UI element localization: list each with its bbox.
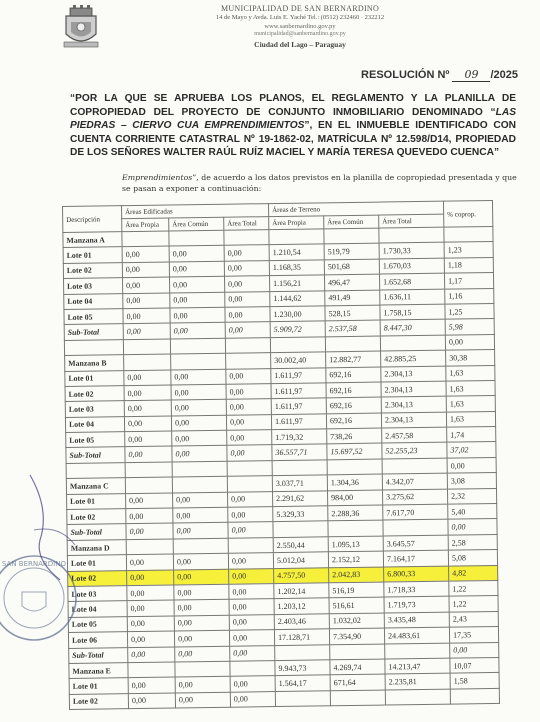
cell-terr-propia: 1.156,21 [269,275,324,291]
row-description: Lote 01 [69,678,128,694]
cell-terr-propia: 1.144,62 [270,290,325,306]
row-description: Lote 03 [65,401,124,417]
cell-terr-comun [330,644,385,660]
cell-pct-coprop: 5,40 [448,503,497,519]
cell-terr-total: 2.235,81 [385,673,450,689]
cell-terr-comun: 1.095,13 [328,536,383,552]
cell-terr-total: 14.213,47 [385,658,450,674]
cell-pct-coprop: 0,00 [447,457,496,473]
row-description: Lote 05 [64,309,123,325]
cell-edif-total: 0,00 [225,322,270,338]
row-description [64,339,123,355]
cell-terr-comun: 692,16 [326,397,381,413]
cell-edif-total: 0,00 [226,399,271,415]
cell-edif-total: 0,00 [225,307,270,323]
cell-edif-total [224,230,269,246]
cell-pct-coprop [444,226,493,242]
cell-edif-propia: 0,00 [126,493,173,509]
cell-edif-total: 0,00 [226,368,271,384]
row-description: Lote 01 [63,247,122,263]
cell-terr-total: 7.617,70 [383,504,448,520]
cell-terr-total: 1.670,03 [379,258,444,274]
cell-terr-propia [272,460,327,476]
cell-edif-total: 0,00 [230,691,275,707]
cell-pct-coprop: 1,63 [446,411,495,427]
cell-pct-coprop: 2,58 [448,534,497,550]
letterhead-org: MUNICIPALIDAD DE SAN BERNARDINO [220,4,380,13]
cell-terr-comun: 738,26 [327,428,382,444]
cell-pct-coprop: 2,43 [449,611,498,627]
cell-terr-propia: 1.168,35 [269,260,324,276]
cell-edif-total: 0,00 [228,553,273,569]
cell-pct-coprop: 5,98 [445,319,494,335]
cell-terr-total: 2.304,13 [381,396,446,412]
cell-terr-comun: 671,64 [330,674,385,690]
cell-terr-total: 1.758,15 [380,304,445,320]
cell-terr-propia [270,337,325,353]
cell-terr-comun: 491,49 [325,290,380,306]
cell-edif-propia: 0,00 [123,293,170,309]
cell-terr-comun: 984,00 [327,490,382,506]
header-terr-propia: Área Propia [269,216,324,230]
cell-edif-propia: 0,00 [127,585,174,601]
resolution-number [361,68,518,82]
cell-terr-total: 2.457,58 [382,427,447,443]
cell-terr-propia: 1.719,32 [272,429,327,445]
row-description: Lote 05 [68,616,127,632]
cell-terr-total: 1.718,33 [384,581,449,597]
cell-terr-propia: 5.012,04 [273,552,328,568]
cell-pct-coprop: 1,63 [446,380,495,396]
row-description: Lote 02 [68,570,127,586]
cell-edif-comun [170,338,225,354]
resolution-num: 09 [452,68,490,82]
cell-terr-total: 24.483,61 [384,627,449,643]
cell-terr-comun: 1.032,02 [329,613,384,629]
cell-terr-total: 52.255,23 [382,443,447,459]
cell-terr-propia [275,691,330,707]
cell-edif-total: 0,00 [224,245,269,261]
cell-edif-total: 0,00 [228,507,273,523]
cell-terr-total: 1.730,33 [379,243,444,259]
cell-terr-total: 3.275,62 [382,489,447,505]
cell-pct-coprop: 1,25 [445,303,494,319]
cell-terr-total: 42.885,25 [381,350,446,366]
cell-terr-comun: 12.882,77 [326,351,381,367]
cell-edif-propia: 0,00 [126,508,173,524]
title-part1: “POR LA QUE SE APRUEBA LOS PLANOS, EL REGLAMENTO Y LA PLANILLA DE COPROPIEDAD DEL PROYECTO DE CONJUNTO INMOBILIARIO DENOMINADO “ [70,93,516,118]
row-description: Lote 03 [68,586,127,602]
cell-terr-propia: 2.291,62 [273,490,328,506]
cell-terr-comun: 15.697,52 [327,444,382,460]
cell-terr-propia: 4.757,50 [274,567,329,583]
cell-terr-total [379,227,444,243]
letterhead-city: Ciudad del Lago – Paraguay [254,40,346,49]
row-description: Manzana A [63,232,122,248]
row-description: Manzana D [67,539,126,555]
cell-edif-propia [124,354,171,370]
cell-terr-total: 1.719,73 [384,597,449,613]
cell-terr-total [382,458,447,474]
cell-terr-total: 1.652,68 [379,273,444,289]
svg-text:SAN BERNARDINO: SAN BERNARDINO [1,560,67,568]
cell-edif-propia: 0,00 [124,370,171,386]
cell-terr-comun: 1.304,36 [327,474,382,490]
row-description: Manzana E [69,663,128,679]
row-description: Sub-Total [64,324,123,340]
cell-terr-comun: 2.537,58 [325,320,380,336]
row-description: Lote 06 [68,632,127,648]
handwritten-signature [20,470,90,590]
cell-terr-propia [269,229,324,245]
cell-edif-propia: 0,00 [124,400,171,416]
letterhead-address: 14 de Mayo y Avda. Luis E. Yaché Tel.: (0512) 232460 · 232212 [215,14,385,21]
cell-edif-propia [125,477,172,493]
row-description: Lote 02 [67,509,126,525]
cell-terr-total: 2.304,13 [381,366,446,382]
cell-terr-comun: 528,15 [325,305,380,321]
cell-edif-comun [173,538,228,554]
cell-edif-propia: 0,00 [123,308,170,324]
row-description: Lote 01 [67,493,126,509]
cell-terr-total: 2.304,13 [381,412,446,428]
cell-edif-total: 0,00 [229,599,274,615]
cell-edif-total: 0,00 [227,445,272,461]
cell-terr-comun [328,520,383,536]
cell-terr-comun: 692,16 [326,382,381,398]
cell-edif-total: 0,00 [229,630,274,646]
cell-pct-coprop: 0,00 [450,642,499,658]
row-description: Lote 01 [65,370,124,386]
cell-terr-propia: 17.128,71 [274,629,329,645]
cell-terr-comun: 496,47 [324,274,379,290]
cell-terr-total: 3.645,57 [383,535,448,551]
cell-terr-propia: 2.403,46 [274,614,329,630]
cell-edif-propia: 0,00 [122,262,169,278]
row-description: Lote 05 [66,432,125,448]
cell-edif-propia: 0,00 [126,523,173,539]
cell-edif-total: 0,00 [227,430,272,446]
cell-edif-total: 0,00 [226,384,271,400]
cell-terr-propia: 1.203,12 [274,598,329,614]
cell-terr-comun: 7.354,90 [329,628,384,644]
cell-terr-total: 2.304,13 [381,381,446,397]
cell-pct-coprop: 1,16 [445,288,494,304]
cell-terr-comun: 516,19 [329,582,384,598]
cell-edif-total [225,337,270,353]
cell-edif-propia: 0,00 [127,570,174,586]
cell-terr-propia: 1.230,00 [270,306,325,322]
cell-pct-coprop: 1,23 [444,242,493,258]
header-edif-comun: Área Común [169,217,224,231]
cell-terr-comun [330,690,385,706]
cell-terr-propia: 36.557,71 [272,444,327,460]
resolution-year: /2025 [490,69,518,81]
cell-terr-total: 4.342,07 [382,473,447,489]
row-description: Sub-Total [69,647,128,663]
cell-edif-comun: 0,00 [174,630,229,646]
cell-edif-comun [172,476,227,492]
row-description: Lote 01 [67,555,126,571]
cell-edif-comun: 0,00 [172,430,227,446]
row-description: Lote 02 [69,693,128,709]
cell-edif-comun: 0,00 [172,446,227,462]
cell-edif-propia [128,662,175,678]
cell-edif-comun: 0,00 [173,553,228,569]
cell-terr-total: 7.164,17 [383,550,448,566]
cell-terr-total [380,335,445,351]
cell-terr-propia: 5.909,72 [270,321,325,337]
cell-terr-total [385,689,450,705]
cell-terr-comun: 4.269,74 [330,659,385,675]
cell-edif-comun: 0,00 [169,246,224,262]
cell-pct-coprop: 0,00 [445,334,494,350]
resolution-title [70,92,516,160]
cell-terr-comun [327,459,382,475]
cell-terr-propia: 1.611,97 [271,367,326,383]
cell-terr-comun [325,336,380,352]
cell-edif-propia: 0,00 [126,554,173,570]
title-italic: LAS PIEDRAS – CIERVO CUA EMPRENDIMIENTOS [70,106,516,132]
header-areas-terreno: Áreas de Terreno [268,201,443,216]
cell-edif-propia: 0,00 [128,693,175,709]
municipal-crest-icon [60,4,102,50]
cell-pct-coprop: 37,02 [447,442,496,458]
cell-edif-total: 0,00 [225,291,270,307]
cell-edif-total: 0,00 [230,645,275,661]
cell-edif-comun: 0,00 [170,292,225,308]
cell-terr-propia: 30.002,40 [271,352,326,368]
cell-edif-propia: 0,00 [125,446,172,462]
header-edif-total: Área Total [224,217,269,231]
cell-terr-propia: 1.611,97 [271,414,326,430]
cell-terr-propia: 1.564,17 [275,675,330,691]
row-description: Lote 03 [64,278,123,294]
cell-pct-coprop: 4,82 [449,565,498,581]
cell-edif-total: 0,00 [229,568,274,584]
row-description: Manzana C [66,478,125,494]
cell-edif-comun: 0,00 [174,615,229,631]
cell-edif-total: 0,00 [230,676,275,692]
header-descripcion: Descripción [63,206,122,233]
cell-pct-coprop: 3,08 [447,473,496,489]
cell-pct-coprop: 1,22 [449,596,498,612]
cell-edif-comun [169,230,224,246]
cell-edif-total: 0,00 [224,276,269,292]
cell-terr-propia: 9.943,73 [275,660,330,676]
cell-terr-comun: 2.288,36 [328,505,383,521]
cell-edif-propia: 0,00 [124,416,171,432]
cell-pct-coprop: 30,38 [446,350,495,366]
cell-pct-coprop: 17,35 [449,627,498,643]
cell-edif-comun: 0,00 [171,415,226,431]
cell-pct-coprop: 1,63 [446,396,495,412]
cell-edif-comun: 0,00 [169,261,224,277]
cell-terr-comun [324,228,379,244]
cell-terr-total: 8.447,30 [380,320,445,336]
cell-edif-comun: 0,00 [175,677,230,693]
cell-edif-comun [172,461,227,477]
cell-edif-total [227,460,272,476]
cell-edif-total [230,661,275,677]
cell-terr-comun: 516,61 [329,597,384,613]
cell-pct-coprop: 1,18 [444,257,493,273]
cell-pct-coprop: 0,00 [448,519,497,535]
cell-edif-comun [171,353,226,369]
cell-pct-coprop: 1,58 [450,673,499,689]
row-description: Manzana B [65,355,124,371]
cell-terr-total: 6.800,33 [384,566,449,582]
cell-pct-coprop: 2,32 [447,488,496,504]
cell-pct-coprop [450,688,499,704]
cell-terr-propia: 5.329,33 [273,506,328,522]
cell-edif-comun: 0,00 [175,646,230,662]
cell-edif-comun: 0,00 [173,492,228,508]
cell-edif-propia [123,339,170,355]
cell-edif-total: 0,00 [229,614,274,630]
cell-edif-comun: 0,00 [170,276,225,292]
cell-edif-total: 0,00 [228,491,273,507]
cell-terr-comun: 692,16 [326,367,381,383]
cell-terr-propia: 1.210,54 [269,244,324,260]
coproperty-table [62,200,500,710]
cell-edif-propia [125,462,172,478]
cell-edif-propia: 0,00 [128,677,175,693]
cell-edif-comun: 0,00 [171,384,226,400]
header-terr-total: Área Total [379,214,444,228]
cell-terr-propia: 3.037,71 [272,475,327,491]
cell-edif-total: 0,00 [226,414,271,430]
cell-terr-propia: 1.611,97 [271,383,326,399]
row-description: Sub-Total [66,447,125,463]
row-description: Lote 04 [68,601,127,617]
title-part2: ”, EN EL INMUEBLE IDENTIFICADO CON CUENTA CORRIENTE CATASTRAL Nº 19-1862-02, MATRÍCULA Nº 12.598/D14, PROPIEDAD DE LOS SEÑORES WALTER RAÚL RUÍZ MACIEL Y MARÍA TERESA QUEVEDO CUENCA” [70,120,517,159]
cell-edif-total [228,537,273,553]
cell-terr-comun: 692,16 [326,413,381,429]
body-italic: Emprendimientos [122,173,193,182]
row-description: Sub-Total [67,524,126,540]
resolution-label: RESOLUCIÓN Nº [361,69,450,81]
letterhead-web: www.sanbernardino.gov.py [264,23,336,30]
cell-terr-total [385,643,450,659]
cell-edif-propia: 0,00 [127,631,174,647]
cell-edif-propia: 0,00 [127,600,174,616]
cell-edif-comun: 0,00 [170,307,225,323]
cell-edif-comun: 0,00 [173,507,228,523]
cell-terr-propia: 2.550,44 [273,537,328,553]
cell-edif-propia: 0,00 [124,385,171,401]
cell-edif-propia: 0,00 [123,277,170,293]
cell-edif-propia: 0,00 [127,616,174,632]
cell-pct-coprop: 5,08 [448,550,497,566]
cell-pct-coprop: 1,63 [446,365,495,381]
cell-terr-propia [273,521,328,537]
body-paragraph [122,172,522,194]
cell-terr-propia [275,644,330,660]
cell-edif-comun: 0,00 [170,323,225,339]
cell-terr-total: 1.636,11 [380,289,445,305]
header-areas-edificadas: Áreas Edificadas [122,204,269,219]
letterhead-email: municipalidad@sanbernardino.gov.py [254,31,346,37]
cell-terr-total [383,520,448,536]
cell-edif-propia: 0,00 [128,647,175,663]
cell-terr-comun: 519,79 [324,243,379,259]
cell-edif-propia: 0,00 [123,323,170,339]
row-description: Lote 04 [64,293,123,309]
row-description: Lote 04 [65,416,124,432]
cell-terr-propia: 1.611,97 [271,398,326,414]
cell-pct-coprop: 10,07 [450,657,499,673]
cell-pct-coprop: 1,17 [444,273,493,289]
row-description: Lote 02 [63,262,122,278]
cell-edif-comun: 0,00 [171,369,226,385]
cell-edif-comun: 0,00 [174,569,229,585]
cell-edif-total: 0,00 [224,260,269,276]
cell-terr-comun: 501,68 [324,259,379,275]
cell-terr-comun: 2.042,83 [329,567,384,583]
cell-edif-propia: 0,00 [125,431,172,447]
cell-edif-propia [126,539,173,555]
cell-edif-total [226,353,271,369]
header-edif-propia: Área Propia [122,218,169,232]
cell-edif-comun: 0,00 [174,600,229,616]
cell-edif-comun: 0,00 [175,692,230,708]
cell-terr-comun: 2.152,12 [328,551,383,567]
row-description: Lote 02 [65,386,124,402]
body-rest: ”, de acuerdo a los datos previstos en la planilla de copropiedad presentada y que se pasan a exponer a continuación: [122,173,517,193]
cell-edif-propia [122,231,169,247]
header-pct: % coprop. [443,200,492,227]
cell-terr-propia: 1.202,14 [274,583,329,599]
cell-edif-total: 0,00 [228,522,273,538]
cell-edif-comun: 0,00 [173,523,228,539]
cell-edif-propia: 0,00 [122,246,169,262]
letterhead [150,4,450,49]
cell-pct-coprop: 1,74 [447,427,496,443]
cell-edif-total: 0,00 [229,584,274,600]
cell-edif-comun: 0,00 [174,584,229,600]
cell-edif-comun [175,661,230,677]
cell-terr-total: 3.435,48 [384,612,449,628]
header-terr-comun: Área Común [324,215,379,229]
cell-edif-total [227,476,272,492]
cell-edif-comun: 0,00 [171,400,226,416]
cell-pct-coprop: 1,22 [449,580,498,596]
